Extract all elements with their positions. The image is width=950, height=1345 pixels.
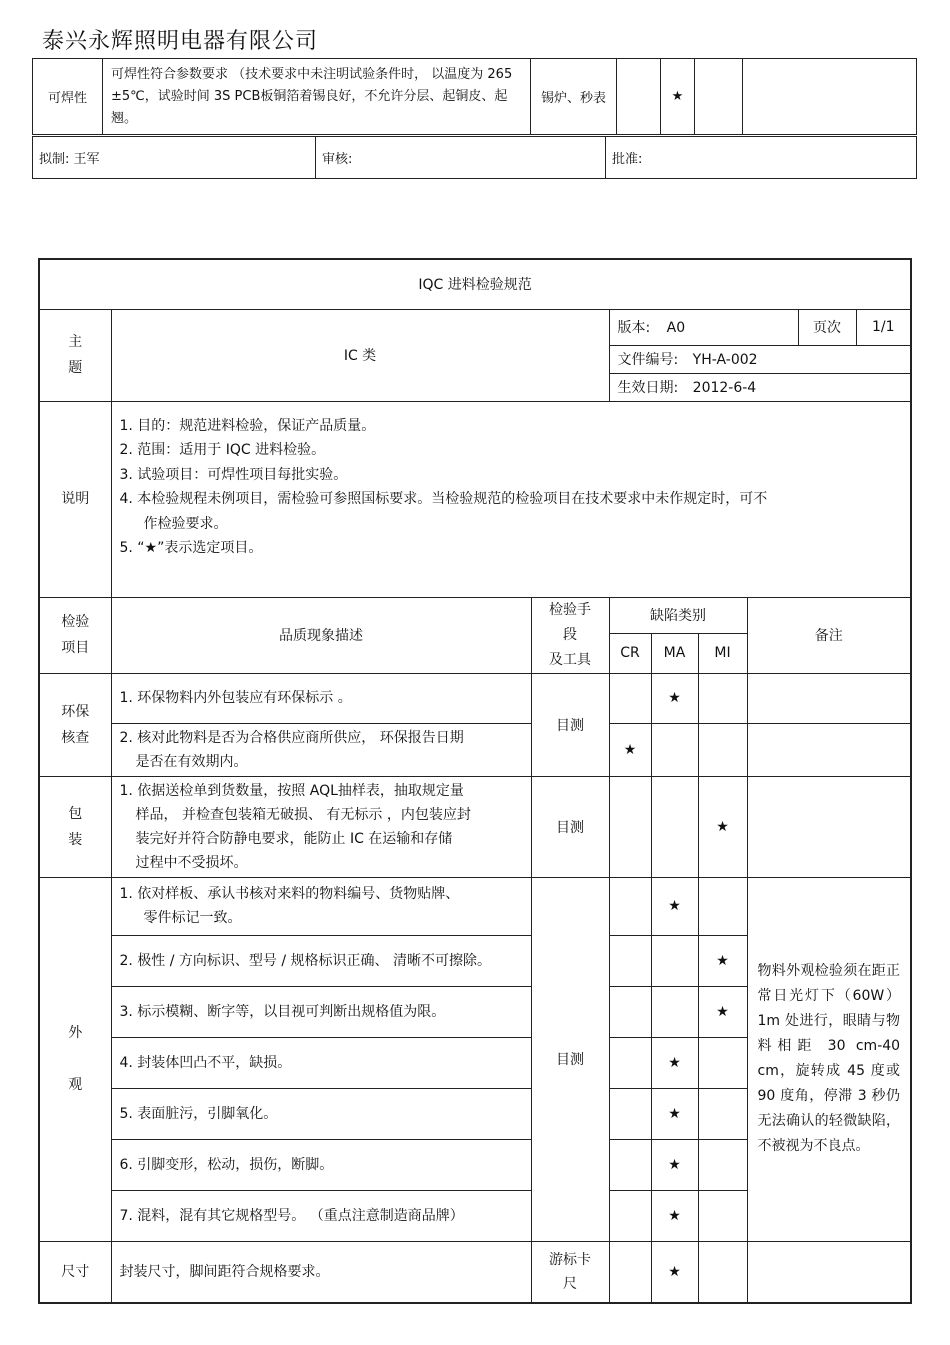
explanation-line-3: 3. 试验项目：可焊性项目每批实验。 <box>119 466 348 483</box>
appearance-row-4-mi <box>698 1037 747 1088</box>
explanation-line-4: 4. 本检验规程未例项目，需检验可参照国标要求。当检验规范的检验项目在技术要求中未作规定时，可不 <box>119 491 768 507</box>
appearance-label-2: 观 <box>68 1077 83 1093</box>
appearance-row-7-ma: ★ <box>651 1190 698 1241</box>
appearance-row-6-ma: ★ <box>651 1139 698 1190</box>
pack-desc-4: 过程中不受损坏。 <box>135 854 248 871</box>
pack-label <box>39 776 111 877</box>
header-tools-1: 检验手 <box>549 601 591 618</box>
explanation-label: 说明 <box>39 401 111 597</box>
approved-by: 批准: <box>606 137 917 179</box>
doc-no-cell <box>609 345 911 373</box>
appearance-row-3-desc: 3. 标示模糊、断字等，以目视可判断出规格值为限。 <box>111 986 531 1037</box>
explanation-line-2: 2. 范围：适用于 IQC 进料检验。 <box>119 442 326 458</box>
header-mi: MI <box>698 634 747 673</box>
appearance-row-3-cr <box>609 986 651 1037</box>
effective-date-value: 2012-6-4 <box>692 380 757 396</box>
pack-desc-3: 装完好并符合防静电要求，能防止 IC 在运输和存储 <box>135 830 453 847</box>
size-tools <box>531 1241 609 1303</box>
appearance-row-6-desc: 6. 引脚变形，松动，损伤，断脚。 <box>111 1139 531 1190</box>
doc-no-value: YH-A-002 <box>692 352 758 368</box>
subject-label-2: 题 <box>68 360 83 376</box>
appearance-row-4-cr <box>609 1037 651 1088</box>
size-ma: ★ <box>651 1241 698 1303</box>
appearance-row-1-cr <box>609 877 651 935</box>
appearance-row-3-mi: ★ <box>698 986 747 1037</box>
version-cell <box>609 309 798 345</box>
pack-notes <box>747 776 911 877</box>
env-row-2-notes <box>747 723 911 776</box>
drafted-by: 拟制: 王军 <box>33 137 316 179</box>
solderability-mi <box>695 59 743 135</box>
appearance-tools: 目测 <box>531 877 609 1241</box>
solderability-description: 可焊性符合参数要求 （技术要求中未注明试验条件时， 以温度为 265 ±5℃，试验时间 3S PCB板铜箔着锡良好，不允许分层、起铜皮、起翘。 <box>103 59 531 135</box>
header-item <box>39 597 111 673</box>
env-row-2-desc-1: 2. 核对此物料是否为合格供应商所供应， 环保报告日期 <box>119 729 464 746</box>
subject-value: IC 类 <box>111 309 609 401</box>
solderability-table <box>32 58 917 135</box>
solderability-ma: ★ <box>661 59 695 135</box>
explanation-line-5: 作检验要求。 <box>143 515 228 532</box>
version-value: A0 <box>666 320 686 336</box>
pack-desc-2: 样品， 并检查包装箱无破损、 有无标示 ，内包装应封 <box>135 806 471 823</box>
appearance-row-1-ma: ★ <box>651 877 698 935</box>
subject-label-1: 主 <box>68 334 83 350</box>
appearance-row-2-cr <box>609 935 651 986</box>
appearance-row-6-mi <box>698 1139 747 1190</box>
size-tools-1: 游标卡 <box>549 1251 591 1268</box>
subject-label <box>39 309 111 401</box>
env-row-2-desc-2: 是否在有效期内。 <box>135 753 248 770</box>
size-notes <box>747 1241 911 1303</box>
pack-cr <box>609 776 651 877</box>
explanation-line-1: 1. 目的：规范进料检验，保证产品质量。 <box>119 417 376 434</box>
appearance-row-7-desc: 7. 混料，混有其它规格型号。 （重点注意制造商品牌） <box>111 1190 531 1241</box>
solderability-notes <box>743 59 917 135</box>
appearance-row-5-cr <box>609 1088 651 1139</box>
pack-mi: ★ <box>698 776 747 877</box>
env-row-2-desc <box>111 723 531 776</box>
explanation-line-6: 5. “★”表示选定项目。 <box>119 540 263 556</box>
env-tools: 目测 <box>531 673 609 776</box>
env-row-1-mi <box>698 673 747 723</box>
size-tools-2: 尺 <box>563 1275 577 1292</box>
iqc-spec-table <box>38 258 912 1304</box>
appearance-row-7-mi <box>698 1190 747 1241</box>
appearance-row-3-ma <box>651 986 698 1037</box>
version-label: 版本: <box>617 320 651 336</box>
appearance-row-1-desc-1: 1. 依对样板、承认书核对来料的物料编号、货物贴牌、 <box>119 886 460 902</box>
appearance-row-2-mi: ★ <box>698 935 747 986</box>
env-row-1-cr <box>609 673 651 723</box>
company-name: 泰兴永辉照明电器有限公司 <box>42 29 319 54</box>
signoff-table <box>32 136 917 179</box>
env-row-2-mi <box>698 723 747 776</box>
env-label-1: 环保 <box>61 703 90 720</box>
env-row-1-desc: 1. 环保物料内外包装应有环保标示 。 <box>111 673 531 723</box>
header-cr: CR <box>609 634 651 673</box>
header-item-1: 检验 <box>61 614 90 630</box>
page-label: 页次 <box>798 309 856 345</box>
size-desc: 封装尺寸，脚间距符合规格要求。 <box>111 1241 531 1303</box>
effective-date-cell <box>609 373 911 401</box>
env-label <box>39 673 111 776</box>
explanation-body <box>111 401 911 597</box>
header-notes: 备注 <box>747 597 911 673</box>
header-tools-2: 段 <box>563 626 577 643</box>
header-item-2: 项目 <box>61 640 90 656</box>
header-ma: MA <box>651 634 698 673</box>
env-row-1-ma: ★ <box>651 673 698 723</box>
pack-tools: 目测 <box>531 776 609 877</box>
appearance-row-1-desc-2: 零件标记一致。 <box>143 910 242 926</box>
appearance-row-4-desc: 4. 封装体凹凸不平，缺损。 <box>111 1037 531 1088</box>
size-label: 尺寸 <box>39 1241 111 1303</box>
pack-label-2: 装 <box>68 831 83 848</box>
env-row-1-notes <box>747 673 911 723</box>
reviewed-by: 审核: <box>316 137 606 179</box>
header-description: 品质现象描述 <box>111 597 531 673</box>
size-cr <box>609 1241 651 1303</box>
env-label-2: 核查 <box>61 729 90 746</box>
page-value: 1/1 <box>856 309 911 345</box>
appearance-row-5-mi <box>698 1088 747 1139</box>
appearance-row-1-desc <box>111 877 531 935</box>
appearance-row-7-cr <box>609 1190 651 1241</box>
appearance-row-5-ma: ★ <box>651 1088 698 1139</box>
pack-ma <box>651 776 698 877</box>
header-tools-3: 及工具 <box>549 651 591 668</box>
appearance-row-6-cr <box>609 1139 651 1190</box>
env-row-2-cr: ★ <box>609 723 651 776</box>
effective-date-label: 生效日期: <box>617 380 679 396</box>
solderability-cr <box>617 59 661 135</box>
appearance-row-1-mi <box>698 877 747 935</box>
solderability-tools: 锡炉、秒表 <box>531 59 617 135</box>
appearance-row-2-desc: 2. 极性 / 方向标识、型号 / 规格标识正确、 清晰不可擦除。 <box>111 935 531 986</box>
appearance-label-1: 外 <box>68 1025 83 1041</box>
env-row-2-ma <box>651 723 698 776</box>
appearance-label <box>39 877 111 1241</box>
pack-desc-1: 1. 依据送检单到货数量，按照 AQL抽样表，抽取规定量 <box>119 782 464 799</box>
header-tools <box>531 597 609 673</box>
pack-desc <box>111 776 531 877</box>
solderability-item: 可焊性 <box>33 59 103 135</box>
appearance-row-2-ma <box>651 935 698 986</box>
spec-title: IQC 进料检验规范 <box>39 259 911 309</box>
header-defect-class: 缺陷类别 <box>609 597 747 634</box>
pack-label-1: 包 <box>68 805 83 822</box>
appearance-notes: 物料外观检验须在距正常日光灯下（60W）1m 处进行，眼睛与物料相距 30 cm-40 cm，旋转成 45 度或 90 度角，停滞 3 秒仍无法确认的轻微缺陷， 不被视为不良点。 <box>747 877 911 1241</box>
appearance-row-5-desc: 5. 表面脏污，引脚氧化。 <box>111 1088 531 1139</box>
doc-no-label: 文件编号: <box>617 352 679 368</box>
appearance-row-4-ma: ★ <box>651 1037 698 1088</box>
size-mi <box>698 1241 747 1303</box>
